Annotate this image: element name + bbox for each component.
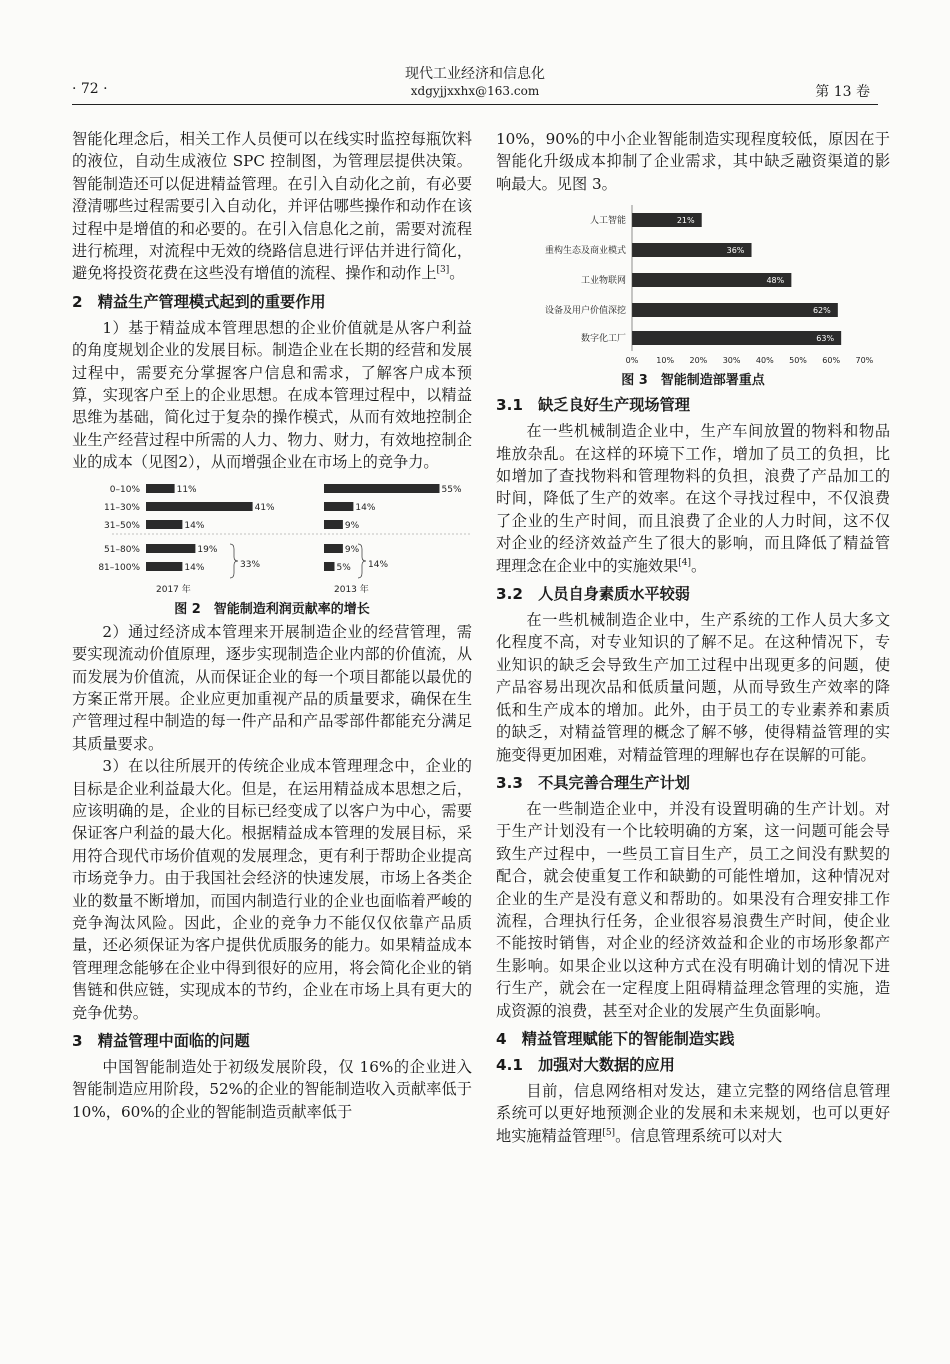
bar-value-label: 11% xyxy=(176,484,197,495)
x-tick-label: 10% xyxy=(656,356,675,366)
x-tick-label: 50% xyxy=(789,356,807,366)
bar-value-label: 63% xyxy=(816,334,835,344)
bar xyxy=(146,544,195,553)
group-total-label: 14% xyxy=(368,559,389,570)
bar-value-label: 36% xyxy=(726,246,745,256)
bar xyxy=(632,331,841,345)
category-label: 工业物联网 xyxy=(580,276,626,287)
x-tick-label: 0% xyxy=(625,356,639,366)
bar-value-label: 41% xyxy=(254,502,275,513)
section-heading: 3.2 人员自身素质水平较弱 xyxy=(496,585,690,604)
figure-3-caption: 图 3 智能制造部署重点 xyxy=(621,373,765,389)
brace xyxy=(230,544,238,578)
paragraph: 智能化理念后，相关工作人员便可以在线实时监控每瓶饮料的液位，自动生成液位 SPC 控制图，为管理层提供决策。智能制造还可以促进精益管理。在引入自动化之前，有必要澄清哪些过程需要引入自动化，并评估哪些操作和动作在该过程中是增值的和必要的。在引入信息化之前，需要对流程进行梳理，对流程中无效的绕路信息进行评估并进行简化，避免将投资花费在这些没有增值的流程、操作和动作上[3]。 xyxy=(72,130,472,283)
bar-value-label: 21% xyxy=(676,216,695,226)
group-total-label: 33% xyxy=(240,559,261,570)
figure-3-chart xyxy=(496,201,890,367)
citation: [5] xyxy=(602,1127,616,1138)
paragraph: 在一些机械制造企业中，生产车间放置的物料和物品堆放杂乱。在这样的环境下工作，增加了员工的负担，比如增加了查找物料和管理物料的负担，浪费了产品加工的时间，降低了生产的效率。在这个寻找过程中，不仅浪费了企业的生产时间，而且浪费了企业的人力时间，这不仅对企业的经济效益产生了很大的影响，而且降低了精益管理理念在企业中的实施效果[4]。 xyxy=(496,422,890,575)
x-tick-label: 60% xyxy=(822,356,841,366)
paragraph: 1）基于精益成本管理思想的企业价值就是从客户利益的角度规划企业的发展目标。制造企业在长期的经营和发展过程中，需要充分掌握客户信息和需求，了解客户成本预算，实现客户至上的企业思想。在成本管理过程中，以精益思维为基础，简化过于复杂的操作模式，从而有效地控制企业生产经营过程中所需的人力、物力、财力，有效地控制企业的成本（见图2），从而增强企业在市场上的竞争力。 xyxy=(72,318,472,472)
bar xyxy=(146,484,175,493)
paragraph: 在一些机械制造企业中，生产系统的工作人员大多文化程度不高，对专业知识的了解不足。在这种情况下，专业知识的缺乏会导致生产加工过程中出现更多的问题，使产品容易出现次品和低质量问题，从而导致生产效率的降低和生产成本的增加。此外，由于员工的专业素养和素质的缺乏，对精益管理的概念了解不够，使得精益管理的实施变得更加困难，对精益管理的理解也存在误解的可能。 xyxy=(496,611,890,764)
bar-value-label: 55% xyxy=(441,484,462,495)
section-heading: 3 精益管理中面临的问题 xyxy=(72,1032,250,1050)
volume-number: 第 13 卷 xyxy=(815,84,870,100)
paragraph: 10%，90%的中小企业智能制造实现程度较低，原因在于智能化升级成本抑制了企业需求，其中缺乏融资渠道的影响最大。见图 3。 xyxy=(496,130,890,193)
bar xyxy=(324,484,440,493)
category-label: 设备及用户价值深挖 xyxy=(544,306,626,317)
bar xyxy=(324,544,343,553)
bar xyxy=(146,562,182,571)
bar xyxy=(324,502,353,511)
section-heading: 4.1 加强对大数据的应用 xyxy=(496,1055,675,1074)
category-label: 31–50% xyxy=(104,520,140,531)
series-label: 2017 年 xyxy=(156,584,191,595)
bar-value-label: 14% xyxy=(184,562,205,573)
citation: [3] xyxy=(436,265,450,276)
x-tick-label: 20% xyxy=(689,356,708,366)
section-heading: 4 精益管理赋能下的智能制造实践 xyxy=(496,1029,735,1048)
journal-name: 现代工业经济和信息化 xyxy=(405,66,545,82)
x-tick-label: 40% xyxy=(755,356,774,366)
section-heading: 3.1 缺乏良好生产现场管理 xyxy=(496,396,690,415)
bar xyxy=(324,520,343,529)
x-tick-label: 30% xyxy=(722,356,741,366)
paragraph: 在一些制造企业中，并没有设置明确的生产计划。对于生产计划没有一个比较明确的方案，这一问题可能会导致生产过程中，一些员工盲目生产，员工之间没有默契的配合，就会使重复工作和缺勤的可能性增加，这种情况对企业的生产是没有意义和帮助的。如果没有合理安排工作流程，合理执行任务，企业很容易浪费生产时间，使企业不能按时销售，对企业的经济效益和企业的市场形象都产生影响。如果企业以这种方式在没有明确计划的情况下进行生产，就会在一定程度上阻碍精益理念管理的实施，造成资源的浪费，甚至对企业的发展产生负面影响。 xyxy=(496,799,890,1020)
bar-value-label: 9% xyxy=(344,544,360,555)
bar-value-label: 19% xyxy=(197,544,218,555)
citation: [4] xyxy=(678,557,691,568)
bar xyxy=(324,562,335,571)
left-column xyxy=(72,128,472,1123)
bar-value-label: 5% xyxy=(336,562,351,573)
category-label: 0–10% xyxy=(109,484,140,495)
bar-value-label: 9% xyxy=(344,520,360,531)
category-label: 重构生态及商业模式 xyxy=(544,246,626,257)
section-heading: 2 精益生产管理模式起到的重要作用 xyxy=(72,292,326,311)
journal-header xyxy=(0,66,950,100)
bar-value-label: 14% xyxy=(355,502,376,513)
bar-value-label: 48% xyxy=(766,276,785,286)
section-heading: 3.3 不具完善合理生产计划 xyxy=(496,773,690,792)
x-tick-label: 70% xyxy=(855,356,874,366)
bar-value-label: 14% xyxy=(184,520,205,531)
category-label: 81–100% xyxy=(98,562,140,573)
paragraph: 目前，信息网络相对发达，建立完整的网络信息管理系统可以更好地预测企业的发展和未来规划，也可以更好地实施精益管理[5]。信息管理系统可以对大 xyxy=(496,1081,890,1145)
paragraph: 2）通过经济成本管理来开展制造企业的经营管理，需要实现流动价值原理，逐步实现制造企业内部的价值流，从而发展为价值流，从而保证企业的每一个项目都能以最优的方案正常开展。企业应更加重视产品的质量要求，确保在生产管理过程中制造的每一件产品和产品零部件都能充分满足其质量要求。 xyxy=(72,622,472,753)
journal-email: xdgyjjxxhx@163.com xyxy=(410,84,540,98)
category-label: 人工智能 xyxy=(589,216,626,227)
series-label: 2013 年 xyxy=(334,584,369,595)
category-label: 51–80% xyxy=(104,544,140,555)
category-label: 11–30% xyxy=(104,502,140,513)
header-rule xyxy=(72,104,878,105)
bar xyxy=(146,502,253,511)
brace xyxy=(358,544,366,578)
right-column xyxy=(496,128,890,1147)
paragraph: 中国智能制造处于初级发展阶段，仅 16%的企业进入智能制造应用阶段，52%的企业的智能制造收入贡献率低于 10%，60%的企业的智能制造贡献率低于 xyxy=(72,1058,472,1121)
figure-2-caption: 图 2 智能制造利润贡献率的增长 xyxy=(174,601,370,617)
figure-2-chart xyxy=(72,478,472,596)
bar-value-label: 62% xyxy=(812,306,831,316)
page-number: · 72 · xyxy=(72,81,108,97)
bar xyxy=(632,303,838,317)
category-label: 数字化工厂 xyxy=(580,334,626,345)
paragraph: 3）在以往所展开的传统企业成本管理理念中，企业的目标是企业利益最大化。但是，在运用精益成本思想之后，应该明确的是，企业的目标已经变成了以客户为中心，需要保证客户利益的最大化。根据精益成本管理的发展目标，采用符合现代市场价值观的发展理念，更有利于帮助企业提高市场竞争力。由于我国社会经济的快速发展，市场上各类企业的数量不断增加，而国内制造行业的企业也面临着严峻的竞争淘汰风险。因此，企业的竞争力不能仅仅依靠产品质量，还必须保证为客户提供优质服务的能力。如果精益成本管理理念能够在企业中得到很好的应用，将会简化企业的销售链和供应链，实现成本的节约，企业在市场上具有更大的竞争优势。 xyxy=(72,757,472,1022)
bar xyxy=(146,520,182,529)
